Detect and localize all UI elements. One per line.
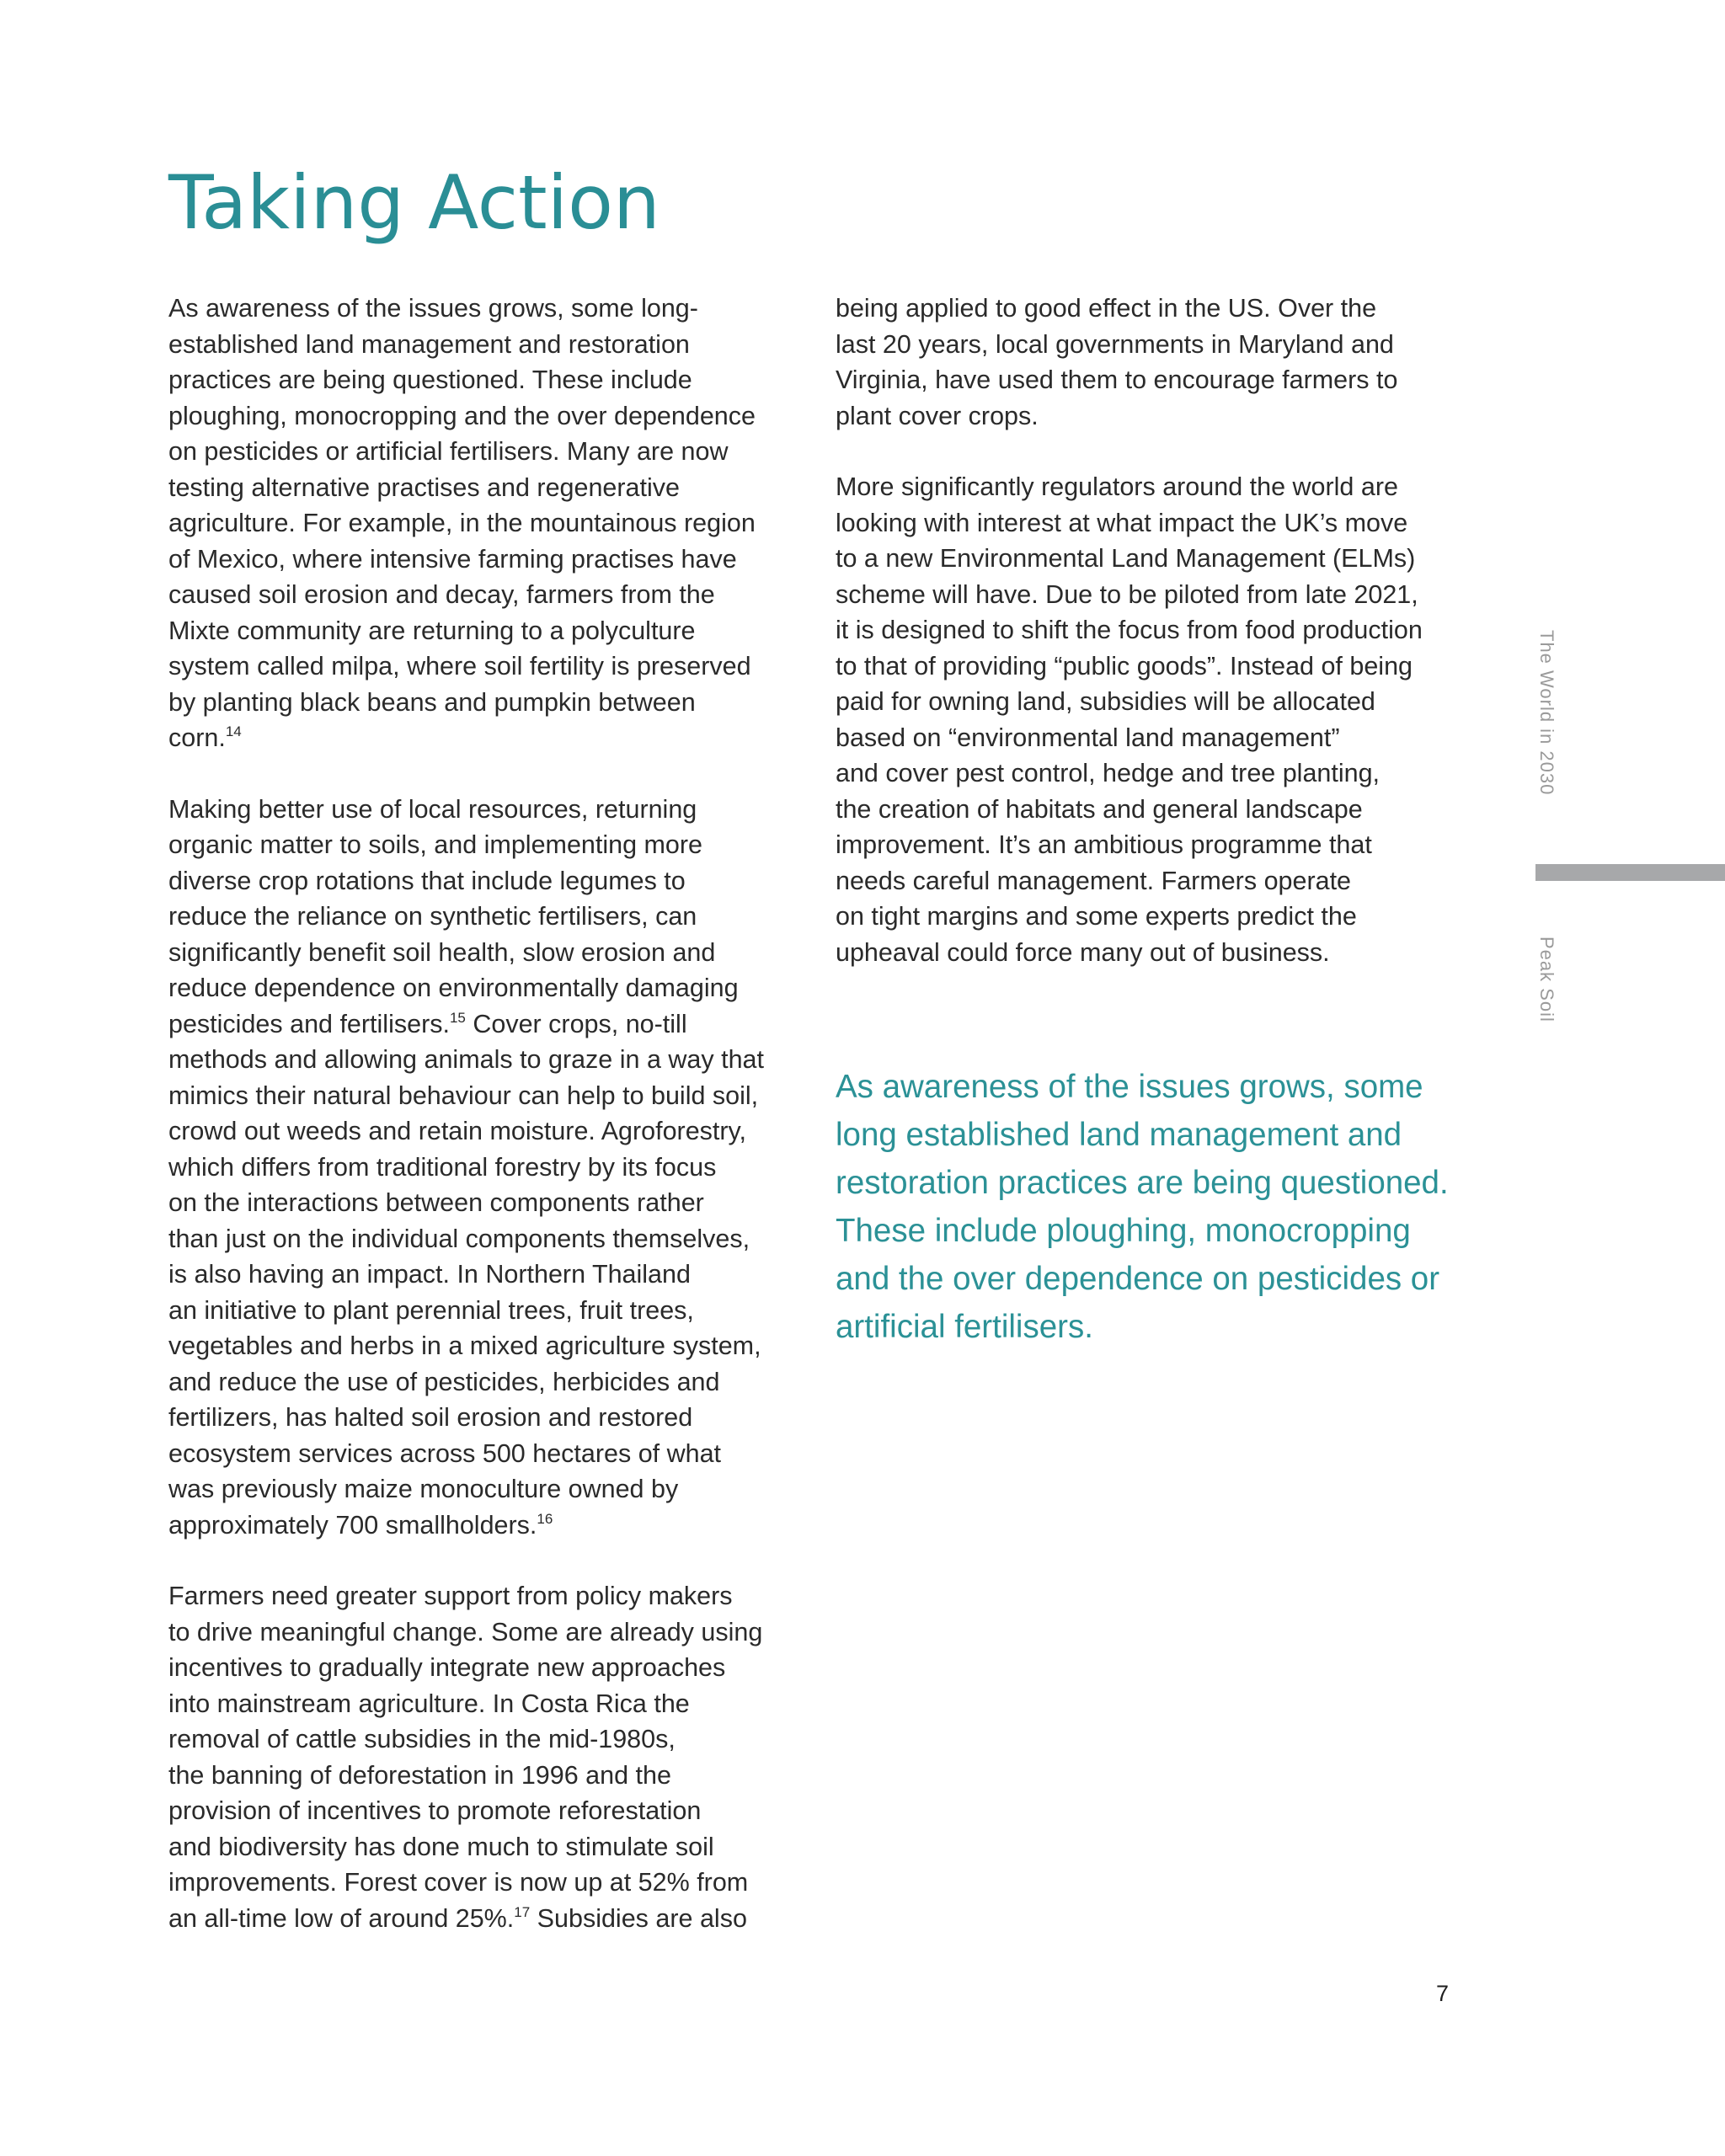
footnote-ref: 17 (514, 1903, 531, 1920)
body-paragraph (168, 291, 796, 756)
paragraph-text: As awareness of the issues grows, some long- established land management and restoration practices are being questioned. These include ploughing, monocropping and the over dependence on pesticides or artificial fertilisers. Many are now testing alternative practises and regenerative agriculture. For example, in the mountainous region of Mexico, where intensive farming practises have caused soil erosion and decay, farmers from the Mixte community are returning to a polyculture system called milpa, where soil fertility is preserved by planting black beans and pumpkin between corn. (168, 294, 756, 752)
page-number: 7 (1435, 1981, 1449, 2006)
page-title: Taking Action (168, 159, 660, 246)
paragraph-text: Making better use of local resources, returning organic matter to soils, and implementing more diverse crop rotations that include legumes to reduce the reliance on synthetic fertilisers, can significantly benefit soil health, slow erosion and reduce dependence on environmentally damaging pesticides and fertilisers. (168, 794, 739, 1038)
body-paragraph: being applied to good effect in the US. Over the last 20 years, local governments in Maryland and Virginia, have used them to encourage farmers to plant cover crops. (836, 294, 1398, 430)
footnote-ref: 16 (537, 1510, 553, 1527)
paragraph-text: Subsidies are also (530, 1903, 747, 1933)
body-paragraph (168, 1578, 796, 1936)
footnote-ref: 15 (449, 1009, 466, 1026)
paragraph-text: Farmers need greater support from policy makers to drive meaningful change. Some are already using incentives to gradually integrate new approaches into mainstream agriculture. In Costa Rica the removal of cattle subsidies in the mid-1980s, the banning of deforestation in 1996 and the provision of incentives to promote reforestation and biodiversity has done much to stimulate soil improvements. Forest cover is now up at 52% from an all-time low of around 25%. (168, 1582, 763, 1933)
section-label-peak-soil: Peak Soil (1536, 937, 1557, 1022)
section-label-world-2030: The World in 2030 (1536, 630, 1557, 796)
right-column (836, 291, 1467, 1351)
section-tab-bar (1535, 864, 1725, 881)
body-paragraph (168, 792, 796, 1544)
left-column (168, 291, 796, 1972)
footnote-ref: 14 (225, 723, 242, 739)
body-paragraph: More significantly regulators around the world are looking with interest at what impact the UK’s move to a new Environmental Land Management (ELMs) scheme will have. Due to be piloted from late 2021, it is designed to shift the focus from food production to that of providing “public goods”. Instead of being paid for owning land, subsidies will be allocated based on “environmental land management” and cover pest control, hedge and tree planting, the creation of habitats and general landscape improvement. It’s an ambitious programme that needs careful management. Farmers operate on tight margins and some experts predict the upheaval could force many out of business. (836, 472, 1423, 967)
pull-quote: As awareness of the issues grows, some long established land management and restoration practices are being questioned. These include ploughing, monocropping and the over dependence on pesticides or artificial fertilisers. (836, 1069, 1449, 1345)
paragraph-text: Cover crops, no-till methods and allowing animals to graze in a way that mimics their natural behaviour can help to build soil, crowd out weeds and retain moisture. Agroforestry, which differs from traditional forestry by its focus on the interactions between components rather than just on the individual components themselves, is also having an impact. In Northern Thailand an initiative to plant perennial trees, fruit trees, vegetables and herbs in a mixed agriculture system, and reduce the use of pesticides, herbicides and fertilizers, has halted soil erosion and restored ecosystem services across 500 hectares of what was previously maize monoculture owned by approximately 700 smallholders. (168, 1009, 764, 1540)
